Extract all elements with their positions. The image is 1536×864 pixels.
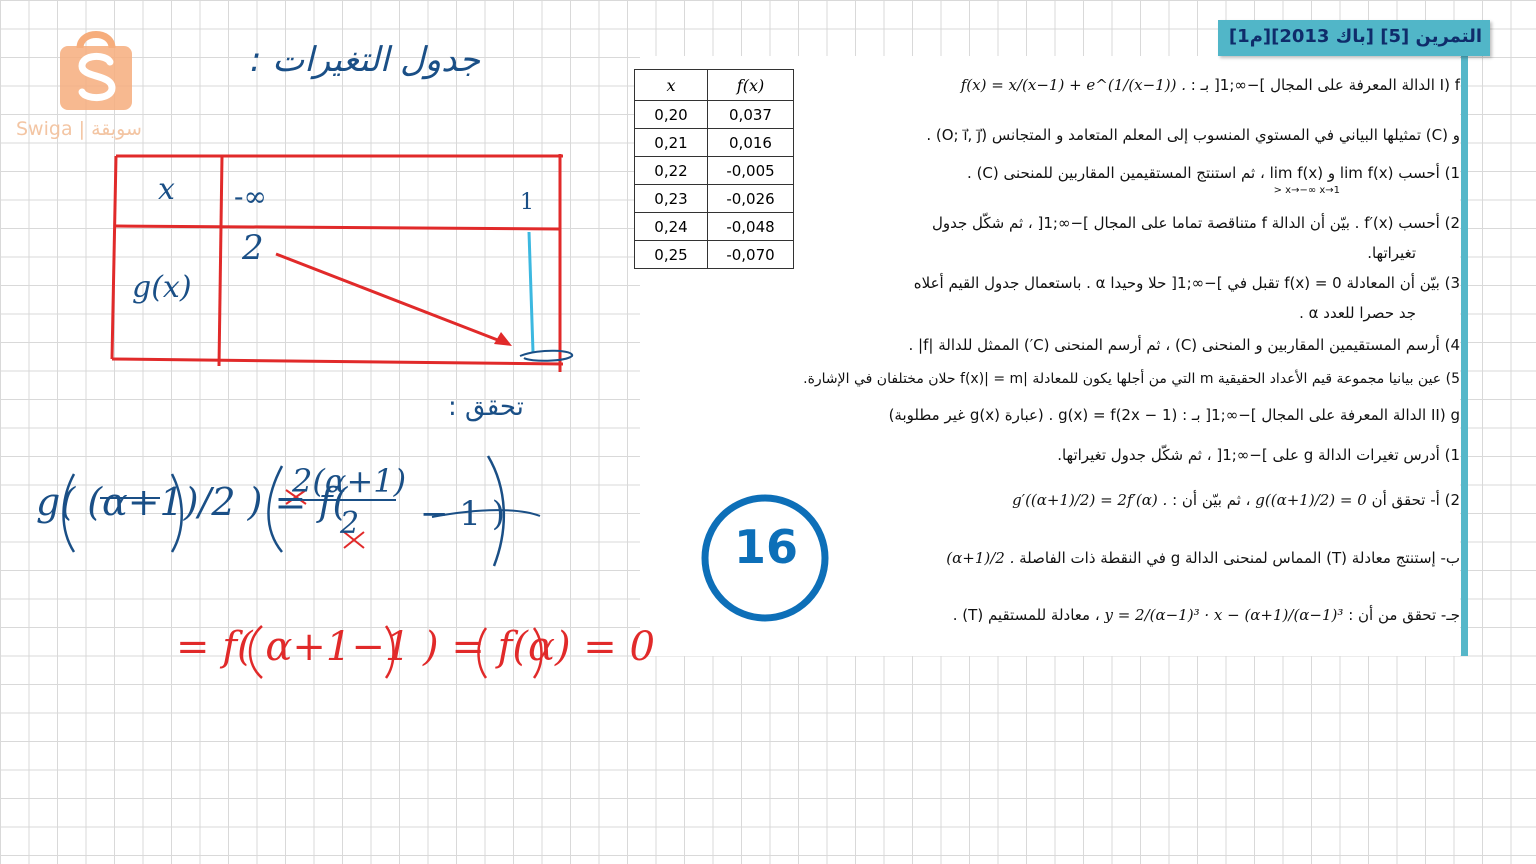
decreasing-arrow [276, 254, 512, 346]
cell-x: 0,24 [635, 213, 708, 241]
table-gx-label: g(x) [132, 270, 192, 305]
q2a-mid-text: ، ثم بيّن أن : [1172, 491, 1251, 509]
q2c-text: جـ- تحقق من أن : [1348, 606, 1460, 624]
column-header-x: x [635, 70, 708, 101]
minus-infinity-label: -∞ [234, 180, 267, 213]
q2b-text: ب- إستنتج معادلة (T) المماس لمنحنى الدالة g في النقطة ذات الفاصلة [1019, 549, 1460, 567]
q2a-text: 2) أ- تحقق أن [1371, 491, 1460, 509]
question-4: 4) أرسم المستقيمين المقاربين و المنحنى (C) ، ثم أرسم المنحنى (C′) الممثل للدالة |f| . [908, 336, 1460, 354]
q2c-end-text: ، معادلة للمستقيم (T) . [952, 606, 1100, 624]
cell-fx: 0,037 [708, 101, 794, 129]
equation-fraction-denominator: 2 [340, 506, 360, 541]
equation-line-2: = f( α+1−1 ) = f(α) = 0 [176, 624, 655, 670]
part2-question-1: 1) أدرس تغيرات الدالة g على ]−∞;1[ ، ثم شكّل جدول تغيراتها. [1057, 446, 1460, 464]
cell-fx: -0,026 [708, 185, 794, 213]
equation-line-1-left: g( (α+1)/2 ) = f( [36, 480, 348, 524]
part1-line1-text: I) f الدالة المعرفة على المجال ]−∞;1[ بـ : [1190, 76, 1460, 94]
question-1-limits-sub: x→−∞ x→1 < [1273, 185, 1340, 196]
value-two-label: 2 [242, 228, 264, 268]
logo-brand-text: Swiga | سويقة [16, 118, 142, 140]
cell-x: 0,25 [635, 241, 708, 269]
table-x-label: x [158, 172, 175, 207]
equation-line-1-right: − 1 ) [420, 494, 505, 534]
question-5: 5) عين بيانيا مجموعة قيم الأعداد الحقيقية m التي من أجلها يكون للمعادلة |f(x)| = m حلان مختلفان في الإشارة. [803, 371, 1460, 387]
q2a-math-2: g′((α+1)/2) = 2f′(α) . [1012, 491, 1168, 509]
cell-fx: -0,005 [708, 157, 794, 185]
cell-fx: -0,048 [708, 213, 794, 241]
page-number: 16 [733, 520, 798, 574]
question-3-line1: 3) بيّن أن المعادلة f(x) = 0 تقبل في ]−∞;1[ حلا وحيدا α . باستعمال جدول القيم أعلاه [913, 274, 1460, 292]
cell-x: 0,22 [635, 157, 708, 185]
handwritten-title: جدول التغيرات : [250, 40, 480, 80]
q2b-math: (α+1)/2 . [946, 549, 1015, 567]
question-2-line1: 2) أحسب f′(x) . بيّن أن الدالة f متناقصة تماما على المجال ]−∞;1[ ، ثم شكّل جدول [931, 214, 1460, 232]
question-3-line2: جد حصرا للعدد α . [1299, 304, 1416, 322]
question-2-line2: تغيراتها. [1367, 244, 1416, 262]
cell-fx: 0,016 [708, 129, 794, 157]
q2a-math-1: g((α+1)/2) = 0 [1255, 491, 1367, 509]
column-header-fx: f(x) [708, 70, 794, 101]
exercise-title: التمرين [5] [باك 2013][م1] [1228, 26, 1482, 47]
cell-x: 0,23 [635, 185, 708, 213]
part1-line1-math: f(x) = x/(x−1) + e^(1/(x−1)) . [960, 76, 1186, 94]
part2-intro: II) g الدالة المعرفة على المجال ]−∞;1[ بـ : g(x) = f(2x − 1) . (عبارة g(x) غير مطلوبة) [888, 406, 1460, 424]
cell-x: 0,21 [635, 129, 708, 157]
question-1: 1) أحسب lim f(x) و lim f(x) ، ثم استنتج المستقيمين المقاربين للمنحنى (C) . [967, 164, 1460, 182]
q2c-math: y = 2/(α−1)³ · x − (α+1)/(α−1)³ [1104, 606, 1344, 624]
minus-infinity-scribble [520, 351, 572, 361]
check-label: تحقق : [448, 392, 524, 422]
equation-fraction-numerator: 2(α+1) [292, 462, 407, 500]
cell-fx: -0,070 [708, 241, 794, 269]
one-label: 1 [520, 190, 534, 215]
forbidden-value-line [529, 232, 533, 352]
cell-x: 0,20 [635, 101, 708, 129]
part1-line2: و (C) تمثيلها البياني في المستوي المنسوب إلى المعلم المتعامد و المتجانس (O; i⃗, j⃗) . [926, 126, 1460, 144]
